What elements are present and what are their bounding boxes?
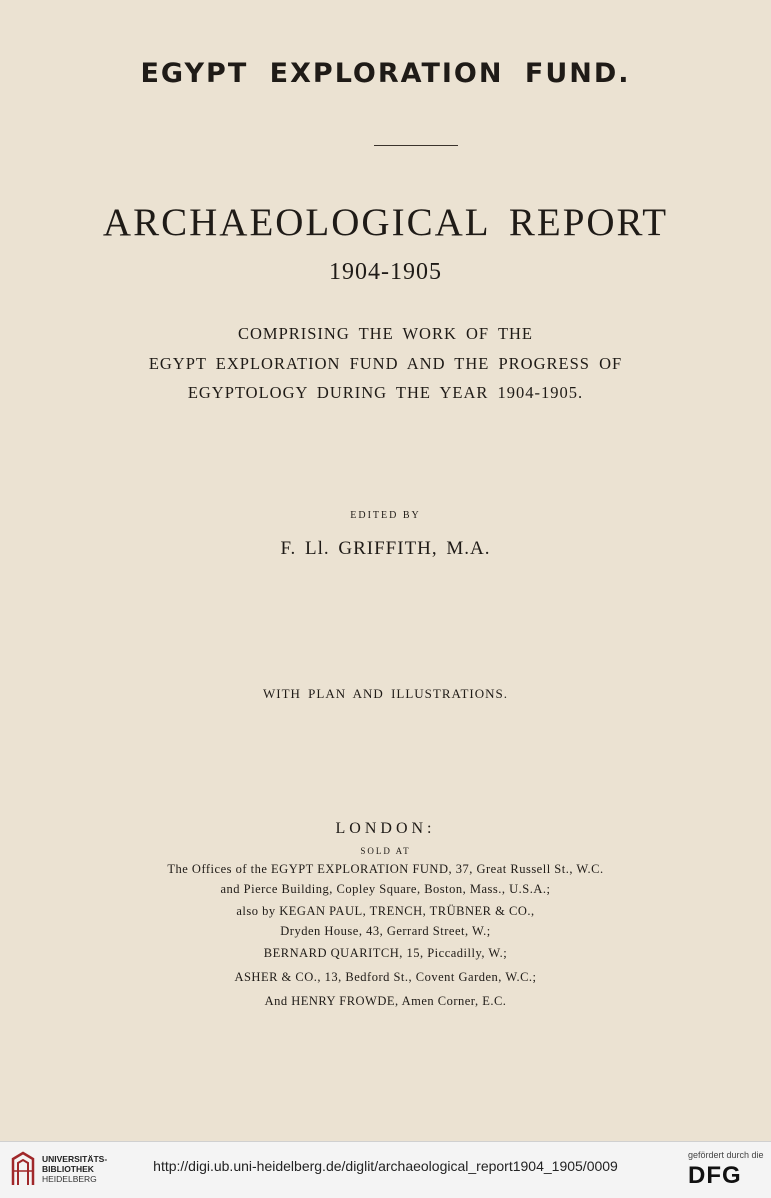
library-line-1: UNIVERSITÄTS- bbox=[42, 1154, 108, 1164]
sold-at-label: SOLD AT bbox=[360, 846, 411, 856]
title-rule bbox=[374, 145, 458, 146]
dfg-logo: DFG bbox=[688, 1162, 742, 1189]
editor-name: F. Ll. GRIFFITH, M.A. bbox=[280, 538, 491, 559]
funded-by-label: gefördert durch die bbox=[688, 1150, 764, 1160]
permalink-url[interactable]: http://digi.ub.uni-heidelberg.de/diglit/archaeological_report1904_1905/0009 bbox=[153, 1158, 618, 1174]
imprint-line-5: BERNARD QUARITCH, 15, Piccadilly, W.; bbox=[263, 946, 508, 960]
imprint-city: LONDON: bbox=[335, 820, 436, 837]
imprint-line-7: And HENRY FROWDE, Amen Corner, E.C. bbox=[264, 994, 507, 1008]
imprint-line-2: and Pierce Building, Copley Square, Boston, Mass., U.S.A.; bbox=[220, 882, 551, 896]
report-year: 1904-1905 bbox=[329, 259, 442, 285]
edited-by-label: EDITED BY bbox=[350, 510, 421, 521]
library-line-2: BIBLIOTHEK bbox=[42, 1164, 94, 1174]
imprint-line-1: The Offices of the EGYPT EXPLORATION FUND, 37, Great Russell St., W.C. bbox=[167, 862, 604, 876]
viewer-footer bbox=[0, 1141, 771, 1198]
library-line-3: HEIDELBERG bbox=[42, 1174, 97, 1184]
subtitle-line-3: EGYPTOLOGY DURING THE YEAR 1904-1905. bbox=[187, 383, 584, 402]
imprint-line-4: Dryden House, 43, Gerrard Street, W.; bbox=[280, 924, 491, 938]
imprint-line-3: also by KEGAN PAUL, TRENCH, TRÜBNER & CO., bbox=[236, 904, 535, 918]
imprint-line-6: ASHER & CO., 13, Bedford St., Covent Garden, W.C.; bbox=[234, 970, 537, 984]
report-title: ARCHAEOLOGICAL REPORT bbox=[102, 201, 669, 244]
publisher-heading: EGYPT EXPLORATION FUND. bbox=[140, 58, 631, 89]
subtitle-line-1: COMPRISING THE WORK OF THE bbox=[237, 324, 534, 343]
illustrations-note: WITH PLAN AND ILLUSTRATIONS. bbox=[263, 686, 508, 701]
subtitle-line-2: EGYPT EXPLORATION FUND AND THE PROGRESS OF bbox=[148, 354, 623, 373]
